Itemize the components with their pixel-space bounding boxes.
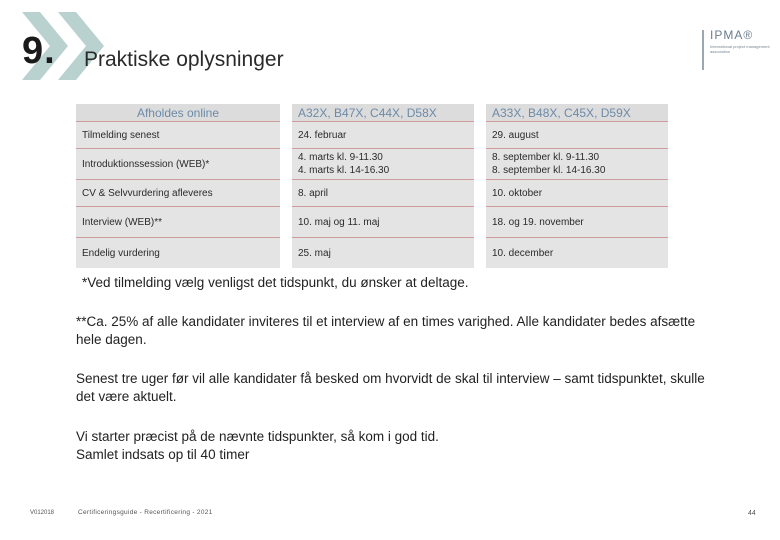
row-label: CV & Selvvurdering afleveres bbox=[76, 179, 280, 206]
cell-text: 4. marts kl. 9-11.30 bbox=[298, 152, 383, 163]
row-value-first-term bbox=[292, 206, 474, 237]
logo-subtitle: International project management association bbox=[710, 44, 770, 54]
note-timing-line2: Samlet indsats op til 40 timer bbox=[76, 447, 250, 462]
table-row bbox=[76, 206, 668, 237]
note-timing-line1: Vi starter præcist på de nævnte tidspunkter, så kom i god tid. bbox=[76, 429, 439, 444]
row-label: Interview (WEB)** bbox=[76, 206, 280, 237]
header-cell-first-term: A32X, B47X, C44X, D58X bbox=[292, 104, 474, 121]
footer-center-text: Certificeringsguide - Recertificering - 2021 bbox=[78, 509, 213, 516]
cell-text: 8. september kl. 14-16.30 bbox=[492, 165, 606, 176]
row-value-first-term bbox=[292, 148, 474, 179]
row-value-first-term bbox=[292, 237, 474, 268]
note-registration: *Ved tilmelding vælg venligst det tidspunkt, du ønsker at deltage. bbox=[82, 275, 469, 290]
row-value-first-term bbox=[292, 179, 474, 206]
note-notification: Senest tre uger før vil alle kandidater få besked om hvorvidt de skal til interview – samt tidspunktet, skulle det være aktuelt. bbox=[76, 371, 705, 404]
cell-text: 24. februar bbox=[298, 129, 347, 141]
table-row bbox=[76, 179, 668, 206]
row-value-second-term bbox=[486, 206, 668, 237]
ipma-logo bbox=[702, 28, 772, 72]
row-value-second-term bbox=[486, 148, 668, 179]
table-row bbox=[76, 148, 668, 179]
row-value-second-term bbox=[486, 237, 668, 268]
header-cell-second-term: A33X, B48X, C45X, D59X bbox=[486, 104, 668, 121]
row-label: Tilmelding senest bbox=[76, 121, 280, 148]
cell-text: 8. april bbox=[298, 187, 329, 199]
cell-text: 4. marts kl. 14-16.30 bbox=[298, 165, 390, 176]
cell-text: 10. oktober bbox=[492, 187, 543, 199]
schedule-table bbox=[76, 104, 668, 268]
cell-text: 8. september kl. 9-11.30 bbox=[492, 152, 600, 163]
row-label: Introduktionssession (WEB)* bbox=[76, 148, 280, 179]
header-cell-online: Afholdes online bbox=[76, 104, 280, 121]
logo-bar bbox=[702, 30, 704, 70]
footer-version: V012018 bbox=[30, 510, 55, 516]
cell-text: 29. august bbox=[492, 129, 539, 141]
row-value-second-term bbox=[486, 121, 668, 148]
section-number: 9. bbox=[22, 30, 56, 72]
row-value-first-term bbox=[292, 121, 474, 148]
note-interview: **Ca. 25% af alle kandidater inviteres til et interview af en times varighed. Alle kandidater bedes afsætte hele dagen. bbox=[76, 314, 696, 347]
table-row bbox=[76, 121, 668, 148]
note-timing bbox=[76, 428, 716, 464]
cell-text: 10. december bbox=[492, 247, 554, 259]
table-header-row bbox=[76, 104, 668, 121]
table-row bbox=[76, 237, 668, 268]
row-value-second-term bbox=[486, 179, 668, 206]
cell-text: 25. maj bbox=[298, 247, 331, 259]
cell-text: 10. maj og 11. maj bbox=[298, 216, 380, 228]
cell-text: 18. og 19. november bbox=[492, 216, 584, 228]
page-title: Praktiske oplysninger bbox=[84, 48, 284, 71]
page-number: 44 bbox=[748, 510, 756, 517]
logo-text: IPMA® bbox=[710, 28, 754, 42]
row-label: Endelig vurdering bbox=[76, 237, 280, 268]
